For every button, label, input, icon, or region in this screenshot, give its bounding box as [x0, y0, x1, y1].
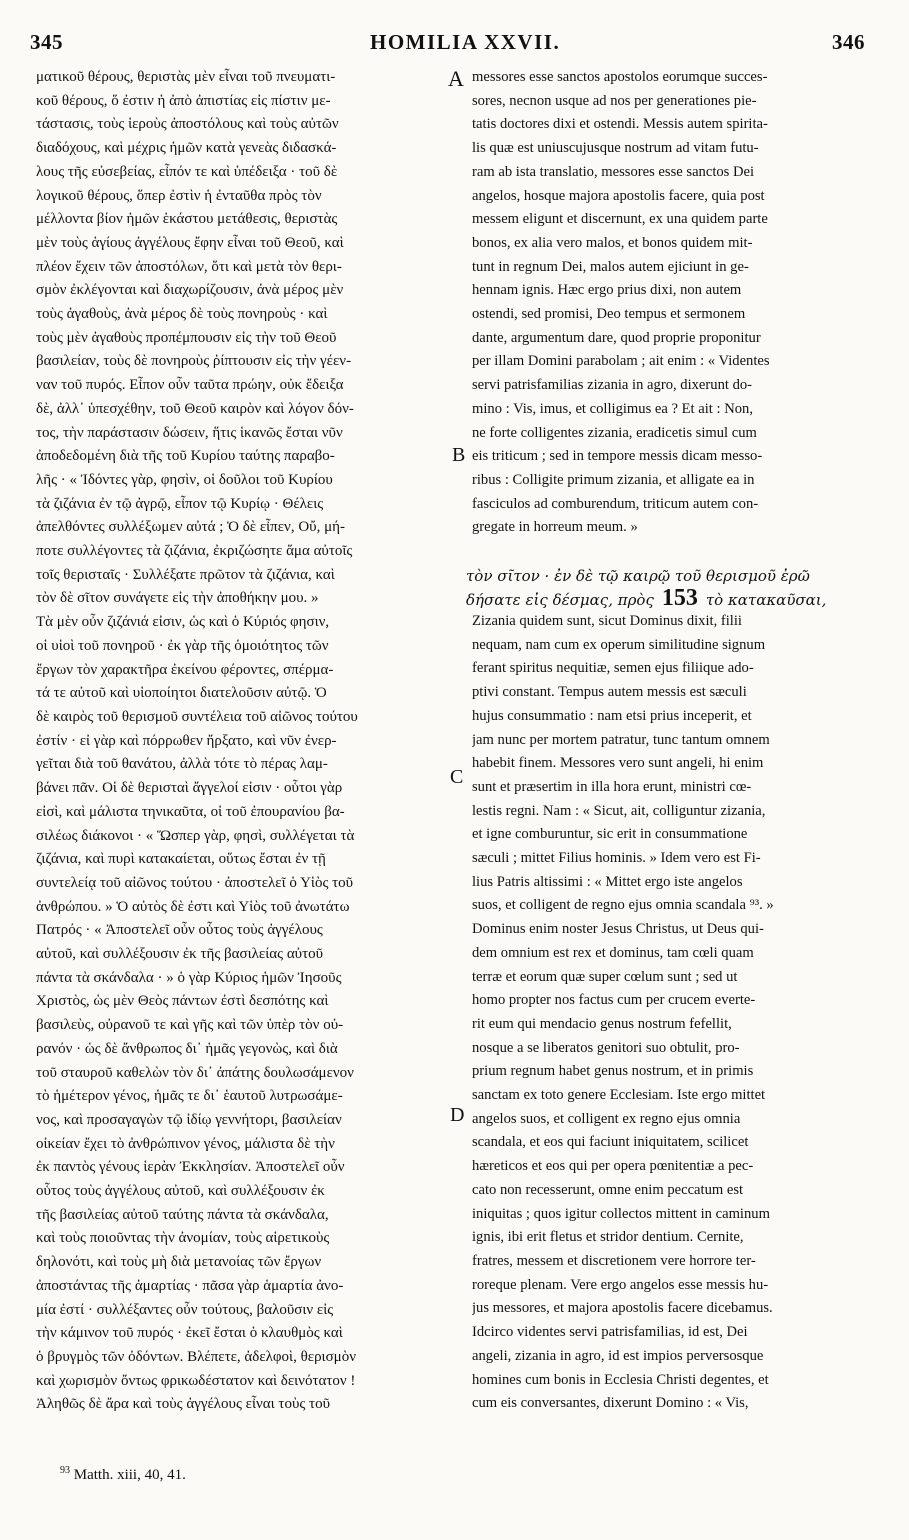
page-number-right: 346 — [832, 30, 865, 54]
greek-column: ματικοῦ θέρους, θεριστὰς μὲν εἶναι τοῦ πνευματι- κοῦ θέρους, ὅ ἐστιν ἡ ἀπὸ ἀπιστίας εἰς πίστιν με- τάστασις, τοὺς ἱεροὺς ἀποστόλους καὶ τοὺς αὐτῶν διαδόχους, καὶ μέχρις ἡμῶν κατὰ γενεὰς διδασκά- λους τῆς εὐσεβείας, εἶπόν τε καὶ ὑπέδειξα · τοῦ δὲ λογικοῦ θέρους, ὅπερ ἐστὶν ἡ ἐνταῦθα πρὸς τὸν μέλλοντα βίον ἡμῶν ἑκάστου μετάθεσις, θεριστὰς μὲν τοὺς ἁγίους ἀγγέλους ἔφην εἶναι τοῦ Θεοῦ, καὶ πλέον ἔχειν τῶν ἀποστόλων, ὅτι καὶ μετὰ τὸν θερι- σμὸν ἐκλέγονται καὶ διαχωρίζουσιν, ἀνὰ μέρος μὲν τοὺς ἀγαθοὺς, ἀνὰ μέρος δὲ τοὺς πονηροὺς · καὶ τοὺς μὲν ἀγαθοὺς προπέμπουσιν εἰς τὴν τοῦ Θεοῦ βασιλείαν, τοὺς δὲ πονηροὺς ῥίπτουσιν εἰς τὴν γέεν- ναν τοῦ πυρός. Εἶπον οὖν ταῦτα πρώην, οὐκ ἔδειξα δὲ, ἀλλ᾽ ὑπεσχέθην, τοῦ Θεοῦ καιρὸν καὶ λόγον δόν- τος, τὴν παράστασιν δώσειν, ἥτις ἱκανῶς ἔσται νῦν ἀποδεδομένη διὰ τῆς τοῦ Κυρίου ταύτης παραβο- λῆς · « Ἰδόντες γὰρ, φησὶν, οἱ δοῦλοι τοῦ Κυρίου τὰ ζιζάνια ἐν τῷ ἀγρῷ, εἶπον τῷ Κυρίῳ · Θέλεις ἀπελθόντες συλλέξωμεν αὐτά ; Ὁ δὲ εἶπεν, Οὔ, μή- ποτε συλλέγοντες τὰ ζιζάνια, ἐκριζώσητε ἅμα αὐτοῖς τοῖς θερισταῖς · Συλλέξατε πρῶτον τὰ ζιζάνια, καὶ τὸν δὲ σῖτον συνάγετε εἰς τὴν ἀποθήκην μου. » Τὰ μὲν οὖν ζιζάνιά εἰσιν, ὡς καὶ ὁ Κύριός φησιν, οἱ υἱοὶ τοῦ πονηροῦ · ἐκ γὰρ τῆς ὁμοιότητος τῶν ἔργων τὸν χαρακτῆρα ἐκείνου φέροντες, σπέρμα- τά τε αὐτοῦ καὶ υἱοποίητοι διατελοῦσιν αὐτῷ. Ὁ δὲ καιρὸς τοῦ θερισμοῦ συντέλεια τοῦ αἰῶνος τούτου ἐστίν · εἰ γὰρ καὶ πόρρωθεν ἤρξατο, καὶ νῦν ἐνερ- γεῖται διὰ τοῦ θανάτου, ἀλλὰ τότε τὸ πέρας λαμ- βάνει πᾶν. Οἱ δὲ θερισταὶ ἄγγελοί εἰσιν · οὗτοι γὰρ εἰσὶ, καὶ μάλιστα τηνικαῦτα, οἱ τοῦ ἐπουρανίου βα- σιλέως διάκονοι · « Ὥσπερ γὰρ, φησὶ, συλλέγεται τὰ ζιζάνια, καὶ πυρὶ κατακαίεται, οὕτως ἔσται ἐν τῇ συντελείᾳ τοῦ αἰῶνος τούτου · ἀποστελεῖ ὁ Υἱὸς τοῦ ἀνθρώπου. » Ὁ αὐτὸς δὲ ἐστι καὶ Υἱὸς τοῦ ἀνωτάτω Πατρός · « Ἀποστελεῖ οὖν οὗτος τοὺς ἀγγέλους αὐτοῦ, καὶ συλλέξουσιν ἐκ τῆς βασιλείας αὐτοῦ πάντα τὰ σκάνδαλα · » ὁ γὰρ Κύριος ἡμῶν Ἰησοῦς Χριστὸς, ὡς μὲν Θεὸς πάντων ἐστὶ δεσπότης καὶ βασιλεὺς, οὐρανοῦ τε καὶ γῆς καὶ τῶν ὑπὲρ τὸν οὐ- ρανόν · ὡς δὲ ἄνθρωπος δι᾽ ἡμᾶς γεγονὼς, καὶ διὰ τοῦ σταυροῦ καθελὼν τὸν δι᾽ ἀπάτης δουλωσάμενον τὸ ἡμέτερον γένος, ἡμᾶς τε δι᾽ ἑαυτοῦ λυτρωσάμε- νος, καὶ προσαγαγὼν τῷ ἰδίῳ γεννήτορι, βασιλείαν οἰκείαν ἔχει τὸ ἀνθρώπινον γένος, μάλιστα δὲ τὴν ἐκ παντὸς γένους ἱερὰν Ἐκκλησίαν. Ἀποστελεῖ οὖν οὗτος τοὺς ἀγγέλους αὐτοῦ, καὶ συλλέξουσιν ἐκ τῆς βασιλείας αὐτοῦ ταύτης πάντα τὰ σκάνδαλα, καὶ τοὺς ποιοῦντας τὴν ἀνομίαν, τοὺς αἱρετικοὺς δηλονότι, καὶ τοὺς μὴ διὰ μετανοίας τῶν ἔργων ἀποστάντας τῆς ἁμαρτίας · πᾶσα γὰρ ἁμαρτία ἀνο- μία ἐστί · συλλέξαντες οὖν τούτους, βαλοῦσιν εἰς τὴν κάμινον τοῦ πυρός · ἐκεῖ ἔσται ὁ κλαυθμὸς καὶ ὁ βρυγμὸς τῶν ὀδόντων. Βλέπετε, ἀδελφοὶ, θερισμὸν καὶ χωρισμὸν ὄντως φρικωδέστατον καὶ δεινότατον ! Ἀληθῶς δὲ ἄρα καὶ τοὺς ἀγγέλους εἶναι τοὺς τοῦ — [36, 69, 358, 1413]
greek-continuation-line1: τὸν σῖτον · ἐν δὲ τῷ καιρῷ τοῦ θερισμοῦ ἐρῶ — [466, 567, 810, 585]
margin-marker-a: A — [448, 66, 464, 91]
footnote-text: Matth. xiii, 40, 41. — [73, 1467, 186, 1483]
greek-continuation — [466, 565, 886, 611]
latin-column-top: messores esse sanctos apostolos eorumque succes- sores, necnon usque ad nos per generationes pie- tatis doctores dixi et ostendi. Messis autem spirita- lis quæ est uniuscujusque nostrum ad vitam futu- ram ab ista translatio, messores esse sanctos Dei angelos, hosque majora apostolis facere, quia post messem eligunt et discernunt, ex una quidem parte bonos, ex alia vero malos, et bonos quidem mit- tunt in regnum Dei, malos autem ejiciunt in ge- hennam ignis. Hæc ergo prius dixi, non autem ostendi, sed promisi, Deo tempus et sermonem dante, argumentum dare, quod proprie proponitur per illam Domini parabolam ; ait enim : « Videntes servi patrisfamilias zizania in agro, dixerunt do- mino : Vis, imus, et colligimus ea ? Et ait : Non, ne forte colligentes zizania, eradicetis simul cum eis triticum ; sed in tempore messis dicam messo- ribus : Colligite primum zizania, et alligate ea in fasciculos ad comburendum, triticum autem con- gregate in horreum meum. » — [472, 69, 770, 536]
margin-marker-c: C — [450, 766, 464, 788]
greek-continuation-text: δήσατε εἰς δέσμας, πρὸς — [466, 591, 654, 609]
margin-marker-b: B — [452, 444, 466, 466]
latin-column-bottom: Zizania quidem sunt, sicut Dominus dixit, filii nequam, nam cum ex operum similitudine signum ferant spiritus nequitiæ, semen ejus filiique ado- ptivi constant. Tempus autem messis est sæculi hujus consummatio : nam etsi prius inceperit, et jam nunc per mortem patratur, tunc tantum omnem habebit finem. Messores vero sunt angeli, hi enim sunt et præsertim in illa hora erunt, ministri cœ- lestis regni. Nam : « Sicut, ait, colliguntur zizania, et igne comburuntur, sic erit in consummatione sæculi ; mittet Filius hominis. » Idem vero est Fi- lius Patris altissimi : « Mittet ergo iste angelos suos, et colligent de regno ejus omnia scandala ⁹³. » Dominus enim noster Jesus Christus, ut Deus qui- dem omnium est rex et dominus, tam cœli quam terræ et eorum quæ super cœlum sunt ; sed ut homo propter nos factus cum per crucem everte- rit eum qui mendacio genus nostrum fefellit, nosque a se liberatos genitori suo obtulit, pro- prium regnum habet genus nostrum, et in primis sanctam ex toto genere Ecclesiam. Iste ergo mittet angelos suos, et colligent ex regno ejus omnia scandala, et eos qui faciunt iniquitatem, scilicet hæreticos et eos qui per opera pœnitentiæ a pec- cato non recesserunt, omne enim peccatum est iniquitas ; quos igitur collectos mittent in caminum ignis, ibi erit fletus et stridor dentium. Cernite, fratres, messem et discretionem vere horrore ter- roreque plenam. Vere ergo angelos esse messis hu- jus messores, et majora apostolis facere dicebamus. Idcirco videntes servi patrisfamilias, id est, Dei angeli, zizania in agro, id est impios perversosque homines cum bonis in Ecclesia Christi degentes, et cum eis conversantes, dixerunt Domino : « Vis, — [472, 613, 774, 1412]
margin-marker-d: D — [450, 1104, 465, 1126]
page-number-left: 345 — [30, 30, 63, 54]
greek-continuation-end: τὸ κατακαῦσαι, — [705, 591, 827, 609]
column-number: 153 — [661, 585, 698, 611]
footnote — [60, 1465, 186, 1484]
greek-continuation-line2 — [466, 587, 886, 611]
footnote-number: 93 — [60, 1465, 70, 1476]
running-title: HOMILIA XXVII. — [370, 30, 561, 54]
page-header — [0, 0, 909, 64]
